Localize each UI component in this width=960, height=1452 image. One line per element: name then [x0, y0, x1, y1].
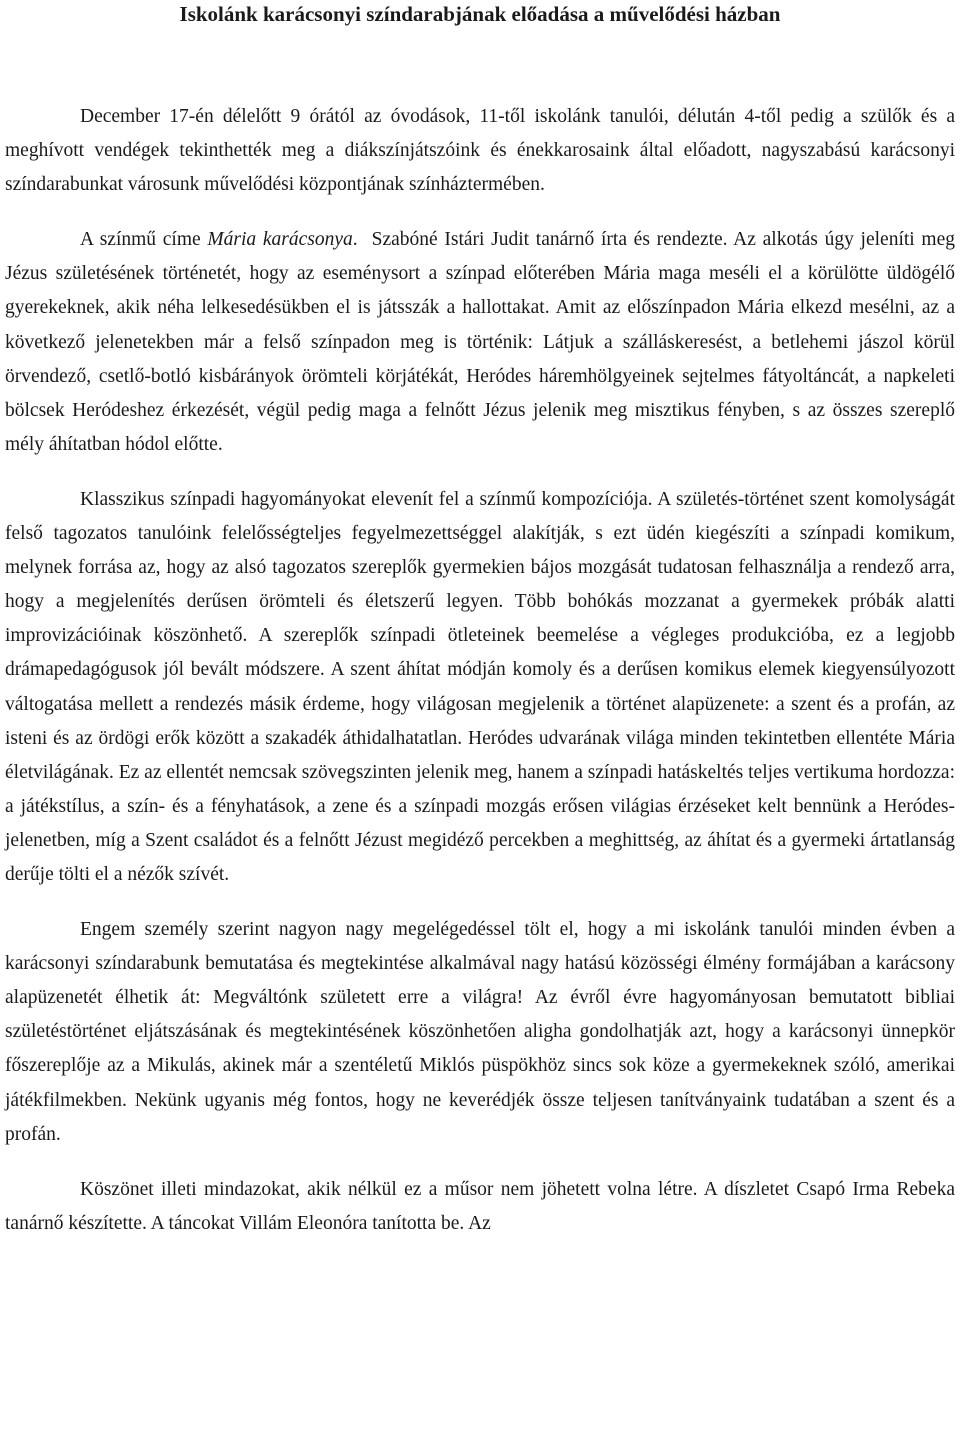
paragraph-personal-opinion: Engem személy szerint nagyon nagy megelégedéssel tölt el, hogy a mi iskolánk tanulói minden évben a karácsonyi színdarabunk bemutatása és megtekintése alkalmával nagy hatású közösségi élmény formájában a karácsony alapüzenetét élhetik át: Megváltónk született erre a világra! Az évről évre hagyományosan bemutatott bibliai születéstörténet eljátszásának és megtekintésének köszönhetően aligha gondolhatják azt, hogy a karácsonyi ünnepkör főszereplője az a Mikulás, akinek már a szentéletű Miklós püspökhöz sincs sok köze a gyermekeknek szóló, amerikai játékfilmekben. Nekünk ugyanis még fontos, hogy ne keverédjék össze teljesen tanítványaink tudatában a szent és a profán. [5, 919, 955, 1145]
play-title: Mária karácsonya [207, 229, 353, 251]
article-body [5, 100, 955, 1241]
play-title-punctuation: . [352, 229, 358, 251]
document-title: Iskolánk karácsonyi színdarabjának előadása a művelődési házban [179, 2, 781, 26]
paragraph-acknowledgements: Köszönet illeti mindazokat, akik nélkül ez a műsor nem jöhetett volna létre. A díszletet Csapó Irma Rebeka tanárnő készítette. A táncokat Villám Eleonóra tanította be. Az [5, 1178, 955, 1234]
paragraph-composition: Klasszikus színpadi hagyományokat elevenít fel a színmű kompozíciója. A születés-történet szent komolyságát felső tagozatos tanulóink felelősségteljes fegyelmezettséggel alakítják, s ezt üdén kiegészíti a színpadi komikum, melynek forrása az, hogy az alsó tagozatos szereplők gyermekien bájos mozgását tudatosan felhasználja a rendező arra, hogy a megjelenítés derűsen örömteli és életszerű legyen. Több bohókás mozzanat a gyermekek próbák alatti improvizációinak köszönhető. A szereplők színpadi ötleteinek beemelése a végleges produkcióba, ez a legjobb drámapedagógusok jól bevált módszere. A szent áhítat módján komoly és a derűsen komikus elemek kiegyensúlyozott váltogatása mellett a rendezés másik érdeme, hogy világosan megjelenik a történet alapüzenete: a szent és a profán, az isteni és az ördögi erők között a szakadék áthidalhatatlan. Heródes udvarának világa minden tekintetben ellentéte Mária életvilágának. Ez az ellentét nemcsak szövegszinten jelenik meg, hanem a színpadi hatáskeltés teljes vertikuma hordozza: a játékstílus, a szín- és a fényhatások, a zene és a színpadi mozgás erősen világias érzéseket kelt bennünk a Heródes-jelenetben, míg a Szent családot és a felnőtt Jézust megidéző percekben a meghittség, az áhítat és a gyermeki ártatlanság derűje tölti el a nézők szívét. [5, 488, 955, 885]
paragraph-intro: December 17-én délelőtt 9 órától az óvodások, 11-től iskolánk tanulói, délután 4-től pedig a szülők és a meghívott vendégek tekinthették meg a diákszínjátszóink és énekkarosaink által előadott, nagyszabású karácsonyi színdarabunkat városunk művelődési központjának színháztermében. [5, 106, 955, 196]
play-title-lead: A színmű címe [80, 229, 208, 251]
paragraph-play-description [5, 223, 955, 462]
play-description-text: Szabóné Istári Judit tanárnő írta és rendezte. Az alkotás úgy jeleníti meg Jézus születésének történetét, hogy az eseménysort a színpad előterében Mária maga meséli el a körülötte üldögélő gyerekeknek, akik néha lelkesedésükben el is játsszák a hallottakat. Amit az előszínpadon Mária elkezd mesélni, az a következő jelenetekben már a felső színpadon meg is történik: Látjuk a szálláskeresést, a betlehemi jászol körül örvendező, csetlő-botló kisbárányok örömteli körjátékát, Heródes háremhölgyeinek sejtelmes fátyoltáncát, a napkeleti bölcsek Heródeshez érkezését, végül pedig maga a felnőtt Jézus jelenik meg misztikus fényben, s az összes szereplő mély áhítatban hódol előtte. [5, 229, 955, 455]
